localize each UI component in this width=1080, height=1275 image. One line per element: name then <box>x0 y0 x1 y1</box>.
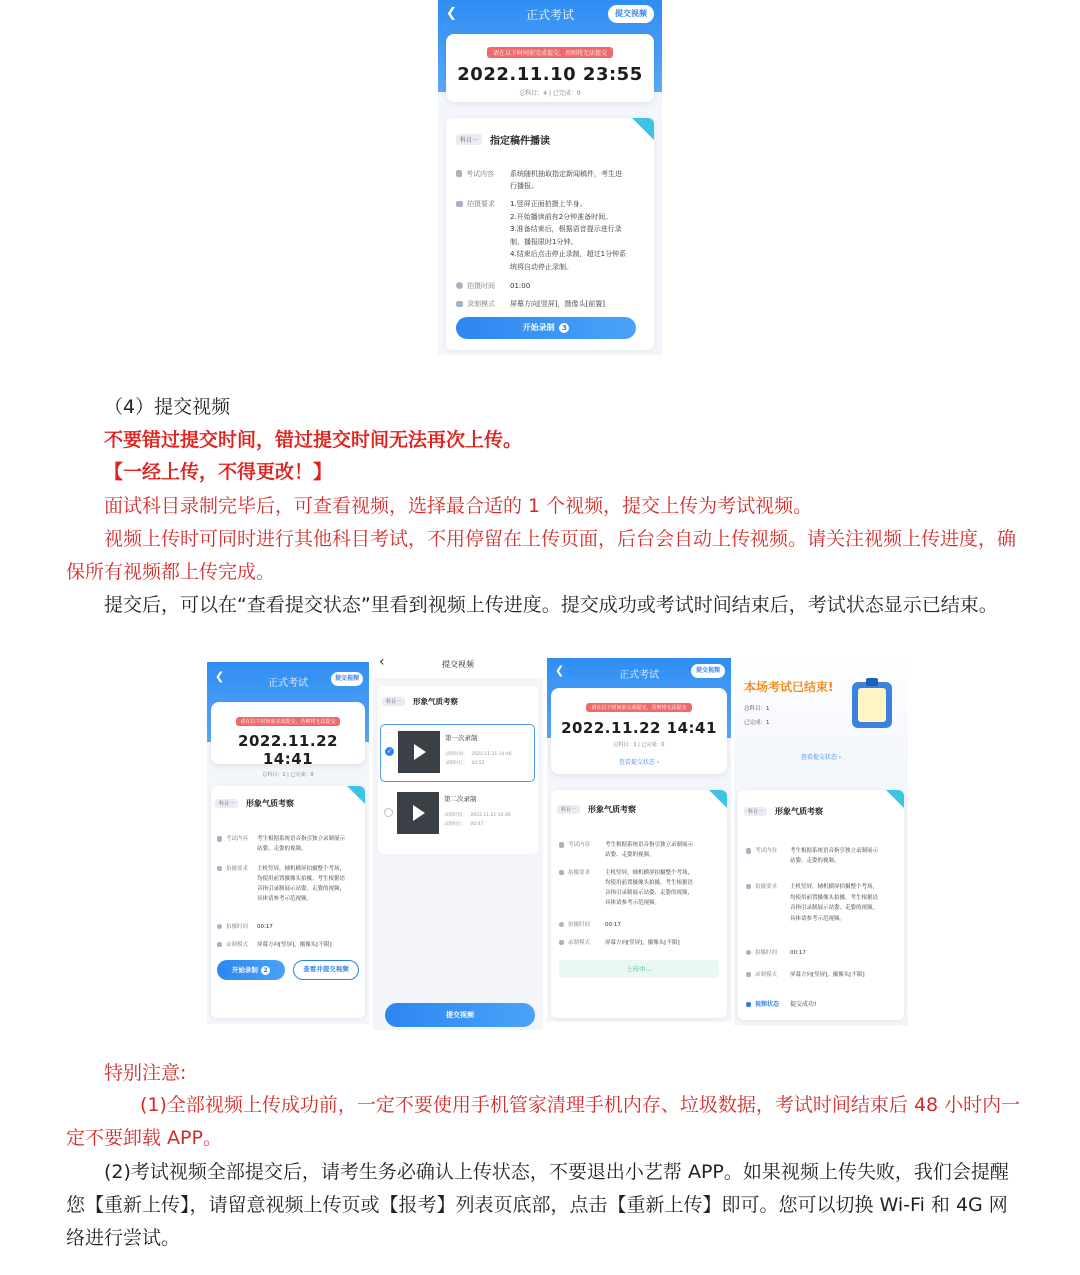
info-row-requirements: 拍摄要求 主机竖屏，辅机横屏拍摄整个考场， 均使用前置摄像头拍摄。考生根据语 音指引录制展示站姿、走姿的视频， 具体请参考示范视频。 <box>217 864 362 904</box>
info-row-content: 考试内容 系统随机抽取指定新闻稿件，考生进 行播报。 <box>456 168 646 192</box>
instruction-select-video: 面试科目录制完毕后，可查看视频，选择最合适的 1 个视频，提交上传为考试视频。 <box>104 495 813 517</box>
document-icon <box>217 836 222 842</box>
deadline-warning-tag: 请在以下时间前完成提交，否则将无法提交 <box>586 703 691 712</box>
page-title: 提交视频 <box>442 660 474 669</box>
video-mode-icon <box>559 940 564 945</box>
subject-card <box>446 118 654 350</box>
subject-tag: 科目一 <box>215 799 238 808</box>
info-row-duration: 拍摄时间 00:17 <box>746 948 902 958</box>
camera-icon <box>559 870 564 875</box>
deadline-time: 2022.11.22 14:41 <box>561 719 717 737</box>
view-and-submit-button[interactable]: 查看并提交视频 <box>293 960 359 980</box>
back-icon[interactable]: ‹ <box>379 654 385 670</box>
submit-video-button[interactable]: 提交视频 <box>331 672 363 686</box>
radio-unchecked-icon[interactable] <box>384 808 393 817</box>
info-row-content: 考试内容 考生根据系统语音指引独立录制展示 站姿、走姿的视频。 <box>746 846 902 866</box>
deadline-warning-tag: 请在以下时间前完成提交，否则将无法提交 <box>236 717 339 726</box>
camera-icon <box>746 884 751 889</box>
info-row-duration: 拍摄时间 00:17 <box>217 922 362 932</box>
deadline-time: 2022.11.22 14:41 <box>238 732 338 768</box>
screenshot-exam-ended <box>734 656 908 1026</box>
subject-tag: 科目一 <box>557 805 580 814</box>
submit-video-button[interactable]: 提交视频 <box>691 664 725 678</box>
subject-card <box>738 790 904 1020</box>
warning-no-change: 【一经上传，不得更改！】 <box>104 461 333 483</box>
start-recording-button[interactable]: 开始录制 2 <box>217 960 285 980</box>
phone-exam-screen <box>438 0 662 355</box>
submit-header <box>373 652 543 678</box>
submit-video-button[interactable]: 提交视频 <box>385 1003 535 1027</box>
info-row-mode: 录制模式 屏幕方向[竖屏]，摄像头[不限] <box>746 970 902 980</box>
info-row-content: 考试内容 考生根据系统语音指引独立录制展示 站姿、走姿的视频。 <box>559 840 724 860</box>
page-title: 正式考试 <box>525 8 574 22</box>
screenshot-exam-uploading <box>547 658 731 1022</box>
info-row-mode: 录制模式 屏幕方向[竖屏]，摄像头[不限] <box>559 938 724 948</box>
corner-badge <box>886 790 904 808</box>
subject-card <box>211 786 365 1018</box>
notice-2-cont2: 络进行尝试。 <box>66 1227 181 1249</box>
info-row-duration: 拍摄时间 01:00 <box>456 280 646 292</box>
video-name: 第二次录制 <box>444 795 477 803</box>
subject-tag: 科目一 <box>744 807 767 816</box>
deadline-card <box>211 702 365 778</box>
subject-progress: 总科目：4 | 已完成：0 <box>519 90 581 97</box>
subject-name: 形象气质考察 <box>775 807 824 816</box>
deadline-card <box>551 688 727 774</box>
start-recording-button[interactable]: 开始录制 3 <box>456 317 636 339</box>
video-status-icon <box>746 1002 751 1007</box>
notice-2-cont: 您【重新上传】，请留意视频上传页或【报考】列表页底部，点击【重新上传】即可。您可以切换 Wi-Fi 和 4G 网 <box>66 1194 1008 1216</box>
clock-icon <box>456 282 463 289</box>
special-notice-title: 特别注意: <box>104 1062 187 1084</box>
instruction-background-upload: 视频上传时可同时进行其他科目考试，不用停留在上传页面，后台会自动上传视频。请关注视频上传进度，确 <box>104 528 1017 550</box>
notice-1: (1)全部视频上传成功前，一定不要使用手机管家清理手机内存、垃圾数据，考试时间结束后 48 小时内一 <box>140 1094 1021 1116</box>
back-icon[interactable]: ❮ <box>555 664 565 677</box>
corner-badge <box>709 790 727 808</box>
video-thumbnail[interactable] <box>397 792 439 834</box>
clock-icon <box>559 922 564 927</box>
video-mode-icon <box>746 972 751 977</box>
subject-name: 形象气质考察 <box>588 805 637 814</box>
video-option-2[interactable]: 第二次录制 录制时间： 2022.11.21 14:46 录制时长： 00:47 <box>380 786 535 844</box>
instruction-background-upload-cont: 保所有视频都上传完成。 <box>66 561 276 583</box>
record-count-badge: 3 <box>559 323 569 333</box>
subject-name: 指定稿件播读 <box>490 136 551 147</box>
subject-card <box>551 790 727 1018</box>
deadline-warning-tag: 请在以下时间前完成提交，否则将无法提交 <box>487 47 613 58</box>
uploading-status-bar: 上传中... <box>559 960 719 978</box>
record-count-badge: 2 <box>261 966 270 975</box>
video-option-1[interactable]: ✓ 第一次录制 录制时间： 2022.11.21 14:46 录制时长： 00:52 <box>380 724 535 782</box>
subject-name: 形象气质考察 <box>413 697 459 706</box>
clock-icon <box>746 950 751 955</box>
info-row-mode: 录制模式 屏幕方向[竖屏]，摄像头[前置] <box>456 298 646 310</box>
info-row-requirements: 拍摄要求 主机竖屏，辅机横屏拍摄整个考场， 均使用前置摄像头拍摄。考生根据语 音指引录制展示站姿、走姿的视频， 具体请参考示范视频。 <box>559 868 724 908</box>
document-icon <box>746 848 751 854</box>
video-list-card <box>378 686 538 854</box>
video-name: 第一次录制 <box>445 734 478 742</box>
screenshot-exam-screen <box>207 662 369 1024</box>
video-status-value: 提交成功! <box>790 1001 817 1008</box>
subject-progress: 总科目：1 | 已完成：0 <box>262 772 314 778</box>
view-status-link[interactable]: 查看提交状态 › <box>800 754 842 761</box>
corner-badge <box>347 786 365 804</box>
deadline-time: 2022.11.10 23:55 <box>457 64 643 85</box>
completed-subjects: 已完成：1 <box>744 720 770 726</box>
page-title: 正式考试 <box>619 670 659 681</box>
back-icon[interactable]: ❮ <box>215 670 225 683</box>
play-icon <box>413 805 425 821</box>
video-mode-icon <box>456 301 463 307</box>
corner-badge <box>632 118 654 140</box>
info-row-requirements: 拍摄要求 主机竖屏，辅机横屏拍摄整个考场， 均使用前置摄像头拍摄。考生根据语 音指引录制展示站姿、走姿的视频， 具体请参考示范视频。 <box>746 882 902 924</box>
clock-icon <box>217 924 222 929</box>
total-subjects: 总科目：1 <box>744 706 770 712</box>
subject-name: 形象气质考察 <box>246 799 295 808</box>
ended-header <box>734 656 908 766</box>
subject-progress: 总科目：1 | 已完成：0 <box>613 742 665 748</box>
instruction-status: 提交后，可以在“查看提交状态”里看到视频上传进度。提交成功或考试时间结束后，考试状态显示已结束。 <box>104 594 998 616</box>
notice-1-cont: 定不要卸载 APP。 <box>66 1127 222 1149</box>
submit-video-button[interactable]: 提交视频 <box>608 5 654 23</box>
video-mode-icon <box>217 942 222 947</box>
subject-tag: 科目一 <box>382 697 405 706</box>
info-row-content: 考试内容 考生根据系统语音指引独立录制展示 站姿、走姿的视频。 <box>217 834 362 854</box>
view-status-link[interactable]: 查看提交状态 › <box>618 759 660 766</box>
radio-checked-icon[interactable]: ✓ <box>386 748 393 755</box>
subject-tag: 科目一 <box>456 134 482 145</box>
notice-2: (2)考试视频全部提交后，请考生务必确认上传状态，不要退出小艺帮 APP。如果视频上传失败，我们会提醒 <box>104 1161 1009 1183</box>
screenshot-submit-video <box>373 652 543 1030</box>
section-heading: （4）提交视频 <box>104 396 231 418</box>
back-icon[interactable]: ❮ <box>446 6 457 21</box>
video-status-row: 视频状态 提交成功! <box>746 1000 902 1010</box>
info-row-mode: 录制模式 屏幕方向[竖屏]，摄像头[不限] <box>217 940 362 950</box>
info-row-requirements: 拍摄要求 1.竖屏正面拍摄上半身。 2.开始播读前有2分钟准备时间。 3.准备结束后，根据语音提示进行录 制，播报限时1分钟。 4.结束后点击停止录制，超过1分钟系 统将自动停止录制。 <box>456 198 646 273</box>
camera-icon <box>217 866 222 871</box>
clipboard-illustration-icon <box>852 682 892 728</box>
document-icon <box>559 842 564 848</box>
deadline-card <box>446 34 654 102</box>
camera-icon <box>456 201 463 207</box>
page-title: 正式考试 <box>268 678 308 689</box>
exam-ended-title: 本场考试已结束! <box>744 680 834 694</box>
play-icon <box>414 744 426 760</box>
video-thumbnail[interactable] <box>398 731 440 773</box>
warning-deadline: 不要错过提交时间，错过提交时间无法再次上传。 <box>104 429 523 451</box>
info-row-duration: 拍摄时间 00:17 <box>559 920 724 930</box>
document-icon <box>456 170 462 177</box>
